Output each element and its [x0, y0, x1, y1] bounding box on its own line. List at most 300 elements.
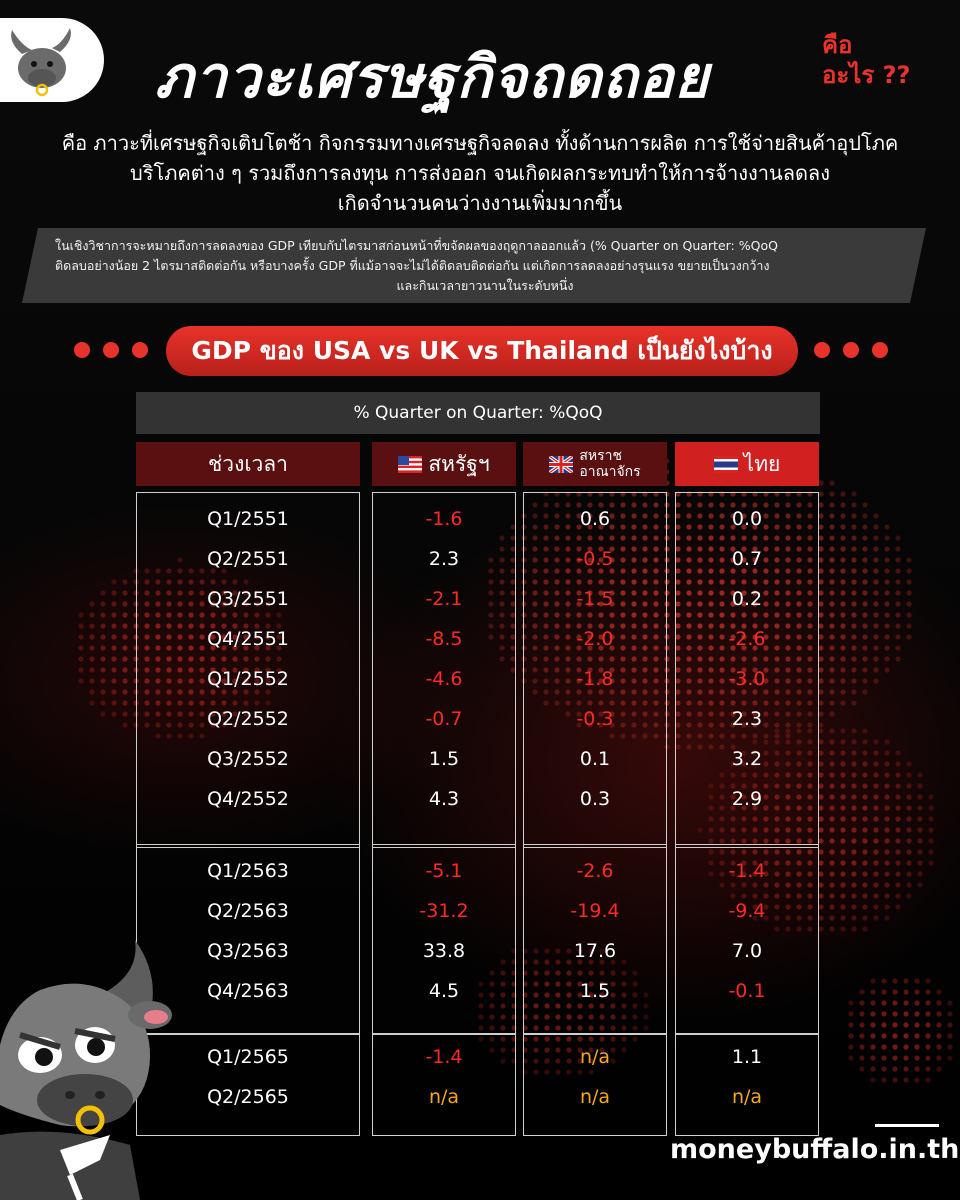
map-dot — [840, 783, 845, 788]
map-dot — [870, 1000, 875, 1005]
map-dot — [903, 978, 908, 983]
map-dot — [906, 557, 911, 562]
table-cell-period: Q3/2563 — [207, 940, 289, 962]
intro-line1: คือ ภาวะที่เศรษฐกิจเติบโตช้า กิจกรรมทางเศรษฐกิจลดลง ทั้งด้านการผลิต การใช้จ่ายสินค้าอุปโภค — [61, 131, 899, 155]
map-dot — [818, 893, 823, 898]
map-dot — [884, 568, 889, 573]
map-dot — [906, 827, 911, 832]
section-title: GDP ของ USA vs UK vs Thailand เป็นยังไงบ้าง — [166, 326, 798, 376]
map-dot — [851, 590, 856, 595]
map-dot — [895, 882, 900, 887]
map-dot — [906, 772, 911, 777]
map-dot — [936, 1011, 941, 1016]
map-dot — [100, 678, 105, 683]
map-dot — [914, 1044, 919, 1049]
map-dot — [928, 794, 933, 799]
map-dot — [829, 926, 834, 931]
title-tag-line1: คือ — [822, 31, 853, 59]
map-dot — [895, 568, 900, 573]
map-dot — [818, 904, 823, 909]
map-dot — [111, 601, 116, 606]
map-dot — [851, 535, 856, 540]
map-dot — [870, 1044, 875, 1049]
map-dot — [840, 623, 845, 628]
map-dot — [829, 535, 834, 540]
map-dot — [862, 612, 867, 617]
map-dot — [895, 761, 900, 766]
map-dot — [829, 915, 834, 920]
map-dot — [873, 827, 878, 832]
map-dot — [818, 860, 823, 865]
map-dot — [851, 860, 856, 865]
map-dot — [881, 989, 886, 994]
map-dot — [122, 612, 127, 617]
map-dot — [862, 513, 867, 518]
map-dot — [848, 1000, 853, 1005]
map-dot — [818, 678, 823, 683]
map-dot — [111, 645, 116, 650]
map-dot — [840, 915, 845, 920]
map-dot — [884, 579, 889, 584]
map-dot — [862, 590, 867, 595]
map-dot — [840, 871, 845, 876]
decor-dots-right — [814, 342, 888, 358]
map-dot — [100, 623, 105, 628]
map-dot — [914, 989, 919, 994]
map-dot — [851, 761, 856, 766]
map-dot — [851, 568, 856, 573]
map-dot — [873, 667, 878, 672]
map-dot — [78, 678, 83, 683]
map-dot — [851, 623, 856, 628]
us-flag-icon — [398, 456, 422, 473]
map-dot — [884, 623, 889, 628]
map-dot — [818, 612, 823, 617]
table-cell-th: -1.4 — [728, 860, 766, 882]
map-dot — [829, 612, 834, 617]
table-cell-uk: -0.5 — [576, 548, 614, 570]
map-dot — [848, 1033, 853, 1038]
map-dot — [884, 750, 889, 755]
map-dot — [840, 689, 845, 694]
map-dot — [862, 838, 867, 843]
map-dot — [873, 783, 878, 788]
map-dot — [906, 612, 911, 617]
table-cell-uk: 17.6 — [573, 940, 617, 962]
map-dot — [884, 645, 889, 650]
map-dot — [829, 700, 834, 705]
map-dot — [928, 849, 933, 854]
map-dot — [936, 1022, 941, 1027]
map-dot — [840, 882, 845, 887]
header-uk-label — [579, 448, 640, 480]
map-dot — [862, 579, 867, 584]
map-dot — [936, 1000, 941, 1005]
map-dot — [884, 761, 889, 766]
map-dot — [873, 882, 878, 887]
map-dot — [818, 601, 823, 606]
map-dot — [862, 783, 867, 788]
map-dot — [862, 634, 867, 639]
map-dot — [100, 667, 105, 672]
map-dot — [862, 871, 867, 876]
table-cell-th: 1.1 — [731, 1046, 763, 1068]
table-cell-th: 2.3 — [731, 708, 763, 730]
map-dot — [818, 827, 823, 832]
map-dot — [840, 772, 845, 777]
map-dot — [818, 634, 823, 639]
map-dot — [818, 882, 823, 887]
map-dot — [818, 524, 823, 529]
map-dot — [873, 546, 878, 551]
map-dot — [873, 838, 878, 843]
map-dot — [818, 849, 823, 854]
map-dot — [840, 667, 845, 672]
note-line1: ในเชิงวิชาการจะหมายถึงการลดลงของ GDP เทียบกับไตรมาสก่อนหน้าที่ขจัดผลของฤดูกาลออกแล้ว (% Quarter on Quarter: %QoQ — [55, 238, 778, 253]
map-dot — [818, 689, 823, 694]
map-dot — [947, 1055, 952, 1060]
map-dot — [851, 728, 856, 733]
map-dot — [873, 579, 878, 584]
map-dot — [829, 623, 834, 628]
map-dot — [848, 1044, 853, 1049]
map-dot — [873, 893, 878, 898]
map-dot — [914, 1000, 919, 1005]
map-dot — [829, 904, 834, 909]
map-dot — [100, 590, 105, 595]
table-cell-period: Q2/2552 — [207, 708, 289, 730]
table-cell-th: -9.4 — [728, 900, 766, 922]
table-cell-period: Q4/2551 — [207, 628, 289, 650]
map-dot — [818, 557, 823, 562]
table-cell-us: -0.7 — [425, 708, 463, 730]
map-dot — [895, 579, 900, 584]
map-dot — [914, 1011, 919, 1016]
map-dot — [873, 816, 878, 821]
map-dot — [840, 700, 845, 705]
map-dot — [818, 535, 823, 540]
map-dot — [862, 750, 867, 755]
map-dot — [928, 827, 933, 832]
map-dot — [947, 1000, 952, 1005]
map-dot — [914, 978, 919, 983]
map-dot — [829, 882, 834, 887]
map-dot — [884, 590, 889, 595]
map-dot — [903, 1033, 908, 1038]
table-cell-uk: 0.3 — [579, 788, 611, 810]
header-period-label: ช่วงเวลา — [208, 451, 288, 476]
map-dot — [892, 1055, 897, 1060]
map-dot — [840, 513, 845, 518]
map-dot — [851, 645, 856, 650]
map-dot — [862, 915, 867, 920]
map-dot — [840, 860, 845, 865]
note-line2: ติดลบอย่างน้อย 2 ไตรมาสติดต่อกัน หรือบางครั้ง GDP ที่แม้อาจจะไม่ได้ติดลบติดต่อกัน แต่เกิดการลดลงอย่างรุนแรง ขยายเป็นวงกว้าง — [55, 258, 770, 273]
map-dot — [870, 1055, 875, 1060]
map-dot — [928, 816, 933, 821]
map-dot — [906, 871, 911, 876]
map-dot — [851, 849, 856, 854]
map-dot — [851, 491, 856, 496]
table-cell-th: 2.9 — [731, 788, 763, 810]
map-dot — [870, 1011, 875, 1016]
table-cell-uk: -2.0 — [576, 628, 614, 650]
map-dot — [829, 667, 834, 672]
map-dot — [829, 805, 834, 810]
table-cell-us: -1.6 — [425, 508, 463, 530]
map-dot — [848, 1055, 853, 1060]
map-dot — [884, 849, 889, 854]
uk-flag-icon — [549, 456, 573, 473]
note-line3: และกินเวลายาวนานในระดับหนึ่ง — [396, 278, 574, 293]
map-dot — [862, 678, 867, 683]
map-dot — [881, 1055, 886, 1060]
map-dot — [851, 612, 856, 617]
map-dot — [892, 1033, 897, 1038]
map-dot — [851, 750, 856, 755]
map-dot — [818, 568, 823, 573]
map-dot — [884, 860, 889, 865]
map-dot — [818, 502, 823, 507]
intro-line3: เกิดจำนวนคนว่างงานเพิ่มมากขึ้น — [337, 191, 623, 215]
map-dot — [818, 513, 823, 518]
map-dot — [100, 634, 105, 639]
map-dot — [829, 557, 834, 562]
map-dot — [829, 546, 834, 551]
table-cell-period: Q3/2552 — [207, 748, 289, 770]
map-dot — [870, 1066, 875, 1071]
map-dot — [895, 838, 900, 843]
table-cell-th: 3.2 — [731, 748, 763, 770]
map-dot — [862, 849, 867, 854]
map-dot — [840, 838, 845, 843]
map-dot — [862, 667, 867, 672]
map-dot — [122, 678, 127, 683]
map-dot — [884, 827, 889, 832]
map-dot — [873, 849, 878, 854]
map-dot — [903, 1044, 908, 1049]
table-cell-period: Q2/2551 — [207, 548, 289, 570]
map-dot — [873, 634, 878, 639]
decor-dots-left — [74, 342, 148, 358]
map-dot — [818, 915, 823, 920]
map-dot — [917, 871, 922, 876]
map-dot — [862, 568, 867, 573]
map-dot — [873, 524, 878, 529]
map-dot — [851, 634, 856, 639]
map-dot — [862, 557, 867, 562]
map-dot — [895, 656, 900, 661]
map-dot — [862, 645, 867, 650]
map-dot — [829, 849, 834, 854]
table-cell-th: n/a — [731, 1086, 763, 1108]
map-dot — [829, 689, 834, 694]
map-dot — [862, 689, 867, 694]
map-dot — [895, 805, 900, 810]
map-dot — [818, 728, 823, 733]
map-dot — [917, 882, 922, 887]
table-cell-th: 0.0 — [731, 508, 763, 530]
map-dot — [122, 601, 127, 606]
table-cell-period: Q1/2551 — [207, 508, 289, 530]
map-dot — [892, 989, 897, 994]
map-dot — [895, 612, 900, 617]
map-dot — [881, 1044, 886, 1049]
map-dot — [111, 623, 116, 628]
map-dot — [829, 491, 834, 496]
map-dot — [100, 689, 105, 694]
map-dot — [895, 827, 900, 832]
map-dot — [818, 750, 823, 755]
header-us-label: สหรัฐฯ — [428, 451, 490, 476]
map-dot — [818, 480, 823, 485]
table-cell-th: 0.2 — [731, 588, 763, 610]
map-dot — [89, 700, 94, 705]
map-dot — [829, 568, 834, 573]
map-dot — [917, 805, 922, 810]
map-dot — [917, 838, 922, 843]
map-dot — [859, 1011, 864, 1016]
table-cell-uk: n/a — [579, 1046, 611, 1068]
map-dot — [851, 678, 856, 683]
table-cell-period: Q2/2563 — [207, 900, 289, 922]
map-dot — [936, 1044, 941, 1049]
map-dot — [851, 502, 856, 507]
map-dot — [895, 557, 900, 562]
map-dot — [892, 1022, 897, 1027]
map-dot — [122, 579, 127, 584]
map-dot — [884, 915, 889, 920]
map-dot — [89, 689, 94, 694]
map-dot — [840, 893, 845, 898]
map-dot — [906, 601, 911, 606]
map-dot — [903, 1022, 908, 1027]
map-dot — [881, 1077, 886, 1082]
map-dot — [947, 1022, 952, 1027]
map-dot — [818, 739, 823, 744]
map-dot — [870, 989, 875, 994]
map-dot — [906, 794, 911, 799]
map-dot — [884, 546, 889, 551]
map-dot — [818, 579, 823, 584]
map-dot — [851, 689, 856, 694]
table-cell-period: Q3/2551 — [207, 588, 289, 610]
map-dot — [818, 590, 823, 595]
map-dot — [829, 871, 834, 876]
table-cell-us: n/a — [428, 1086, 460, 1108]
note-text — [55, 236, 915, 296]
map-dot — [892, 978, 897, 983]
map-dot — [906, 816, 911, 821]
table-cell-uk: 1.5 — [579, 980, 611, 1002]
map-dot — [895, 816, 900, 821]
map-dot — [936, 1033, 941, 1038]
map-dot — [862, 772, 867, 777]
map-dot — [818, 711, 823, 716]
map-dot — [925, 989, 930, 994]
map-dot — [859, 1066, 864, 1071]
map-dot — [851, 904, 856, 909]
map-dot — [818, 667, 823, 672]
table-cell-period: Q4/2552 — [207, 788, 289, 810]
map-dot — [840, 805, 845, 810]
map-dot — [111, 689, 116, 694]
header-th-label: ไทย — [743, 451, 781, 476]
map-dot — [851, 579, 856, 584]
map-dot — [111, 667, 116, 672]
map-dot — [829, 728, 834, 733]
map-dot — [903, 1055, 908, 1060]
map-dot — [848, 1022, 853, 1027]
map-dot — [829, 838, 834, 843]
map-dot — [840, 728, 845, 733]
map-dot — [892, 1066, 897, 1071]
map-dot — [928, 805, 933, 810]
map-dot — [892, 1000, 897, 1005]
map-dot — [122, 645, 127, 650]
map-dot — [111, 579, 116, 584]
map-dot — [925, 1000, 930, 1005]
table-cell-uk: 0.1 — [579, 748, 611, 770]
map-dot — [870, 1077, 875, 1082]
map-dot — [829, 524, 834, 529]
intro-line2: บริโภคต่าง ๆ รวมถึงการลงทุน การส่งออก จนเกิดผลกระทบทำให้การจ้างงานลดลง — [130, 161, 830, 185]
table-cell-period: Q2/2565 — [207, 1086, 289, 1108]
map-dot — [818, 491, 823, 496]
map-dot — [895, 623, 900, 628]
map-dot — [925, 1022, 930, 1027]
brand-underline — [875, 1124, 939, 1127]
map-dot — [925, 1066, 930, 1071]
map-dot — [903, 1011, 908, 1016]
map-dot — [840, 816, 845, 821]
table-cell-uk: -19.4 — [570, 900, 620, 922]
map-dot — [840, 678, 845, 683]
table-cell-us: -31.2 — [419, 900, 469, 922]
map-dot — [840, 739, 845, 744]
map-dot — [895, 634, 900, 639]
map-dot — [862, 502, 867, 507]
map-dot — [862, 860, 867, 865]
map-dot — [873, 761, 878, 766]
map-dot — [89, 601, 94, 606]
map-dot — [895, 904, 900, 909]
map-dot — [895, 772, 900, 777]
table-cell-us: 4.5 — [428, 980, 460, 1002]
header-uk-line2: อาณาจักร — [579, 464, 641, 480]
buffalo-logo-icon — [0, 18, 106, 102]
map-dot — [895, 645, 900, 650]
map-dot — [829, 645, 834, 650]
header-th — [675, 442, 819, 486]
map-dot — [914, 1066, 919, 1071]
map-dot — [884, 667, 889, 672]
map-dot — [906, 805, 911, 810]
map-dot — [829, 513, 834, 518]
map-dot — [906, 838, 911, 843]
map-dot — [840, 590, 845, 595]
map-dot — [851, 871, 856, 876]
table-caption: % Quarter on Quarter: %QoQ — [136, 392, 820, 434]
map-dot — [862, 904, 867, 909]
map-dot — [859, 1000, 864, 1005]
map-dot — [851, 739, 856, 744]
map-dot — [873, 678, 878, 683]
map-dot — [925, 1044, 930, 1049]
map-dot — [914, 1033, 919, 1038]
map-dot — [925, 1055, 930, 1060]
map-dot — [122, 634, 127, 639]
